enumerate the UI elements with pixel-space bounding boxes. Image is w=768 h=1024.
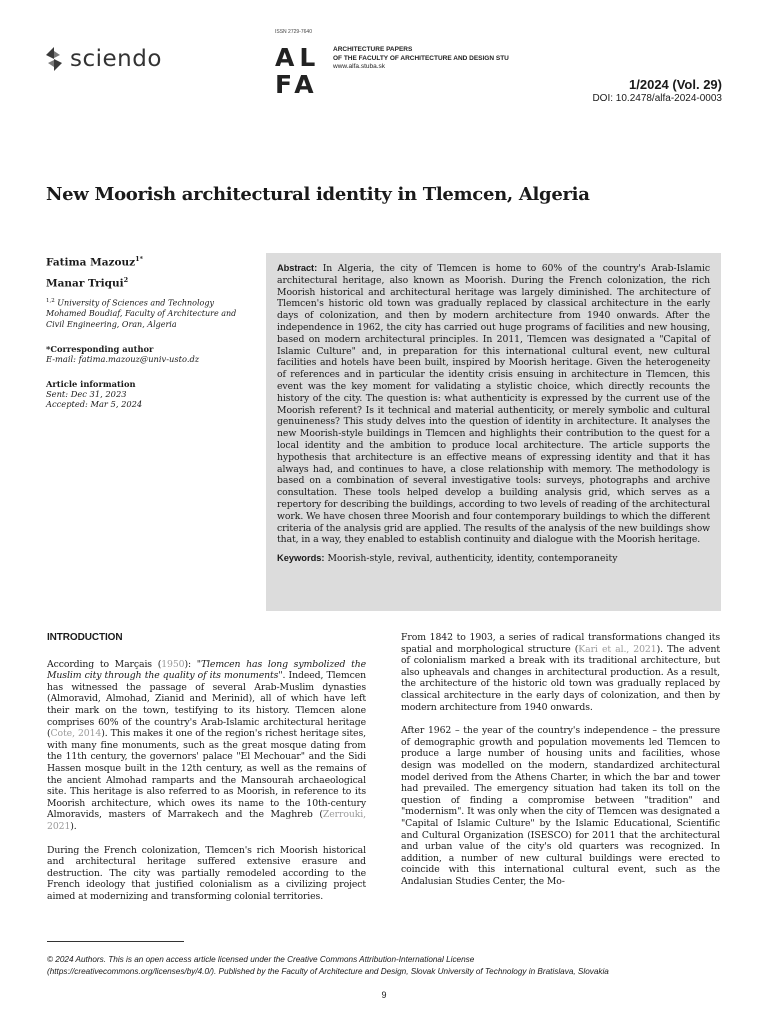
series-line2: OF THE FACULTY OF ARCHITECTURE AND DESIGN STU bbox=[333, 54, 509, 62]
journal-logo-line2: FA bbox=[275, 70, 319, 99]
sent-date: Sent: Dec 31, 2023 bbox=[46, 388, 127, 399]
issn-label: ISSN 2729-7640 bbox=[275, 29, 312, 35]
journal-logo bbox=[275, 44, 320, 98]
abstract: Abstract: In Algeria, the city of Tlemcen is home to 60% of the country's Arab-Islamic architectural heritage, also known as Moorish. During the French colonization, the rich Moorish historical and architectural heritage was largely diminished. The architecture of Tlemcen's historic old town was gradually replaced by classical architecture in the early days of colonization, and then by modern architecture from 1940 onwards. After the independence in 1962, the city has carried out huge programs of facilities and new housing, based on modern architectural principles. In 2011, Tlemcen was designated a "Capital of Islamic Culture" and, in preparation for this international cultural event, new cultural facilities and hotels have been built, inspired by Moorish heritage. Given the heterogeneity of references and in particular the identity crisis ensuing in architecture in Tlemcen, this event was the key moment for validating a stylistic choice, which directly recounts the history of the city. The question is: what authenticity is expressed by the current use of the Moorish referent? Is it technical and material authenticity, or merely symbolic and cultural genuineness? This study delves into the question of identity in architecture. It analyses the new Moorish-style buildings in Tlemcen and highlights their contribution to the quest for a local identity and the ambition to produce local architecture. The article supports the hypothesis that architecture is an effective means of expressing identity and that it has always had, and continues to have, a close relationship with memory. The methodology is based on a combination of several investigative tools: surveys, photographs and archive consultation. These tools helped develop a building analysis grid, which serves as a repertory for describing the buildings, according to two levels of reading of the architectural work. We have chosen three Moorish and four contemporary buildings to which the different criteria of the analysis grid are applied. The results of the analysis of the new buildings show that, in a way, they enabled to establish continuity and dialogue with the Moorish heritage. bbox=[277, 263, 710, 546]
paragraph: During the French colonization, Tlemcen's rich Moorish historical and architectural heritage suffered extensive erasure and destruction. The city was partially remodeled according to the French ideology that justified colonialism as a civilizing project aimed at modernizing and transforming colonial territories. bbox=[47, 844, 366, 902]
author-2: Manar Triqui$^2$ bbox=[46, 275, 129, 289]
citation-link[interactable]: 1950 bbox=[161, 658, 185, 670]
paragraph: According to Marçais (1950): "Tlemcen has long symbolized the Muslim city through the quality of its monuments". Indeed, Tlemcen has witnessed the passage of several Arab-Muslim dynasties (Almoravid, Almohad, Zianid and Merinid), all of which have left their mark on the town, testifying to its history. Tlemcen alone comprises 60% of the country's Arab-Islamic architectural heritage (Cote, 2014). This makes it one of the region's richest heritage sites, with many fine monuments, such as the great mosque dating from the 11th century, the governors' palace "El Mechouar" and the Sidi Hassen mosque built in the 12th century, as well as the remains of the ancient Almohad ramparts and the Mansourah archaeological site. This heritage is also referred to as Moorish, in reference to its Moorish architecture, which owes its name to the 10th-century Almoravids, masters of Marrakech and the Maghreb (Zerrouki, 2021). bbox=[47, 658, 366, 832]
license-line2[interactable]: (https://creativecommons.org/licenses/by/4.0/). Published by the Faculty of Architecture and Design, Slovak University of Technology in Bratislava, Slovakia bbox=[47, 967, 609, 976]
paragraph: From 1842 to 1903, a series of radical transformations changed its spatial and morphological structure (Kari et al., 2021). The advent of colonialism marked a break with its traditional architecture, but also upheavals and changes in architectural production. As a result, the architecture of the historic old town was gradually replaced by classical architecture in the early days of colonization, and then by modern architecture from 1940 onwards. bbox=[401, 632, 720, 713]
section-heading-introduction: INTRODUCTION bbox=[47, 632, 123, 643]
article-info-label: Article information bbox=[46, 378, 136, 389]
publisher-logo bbox=[44, 46, 162, 72]
author-block bbox=[46, 255, 246, 410]
series-url[interactable]: www.alfa.stuba.sk bbox=[333, 63, 386, 70]
publisher-name: sciendo bbox=[70, 46, 162, 72]
paragraph: After 1962 – the year of the country's independence – the pressure of demographic growth and population movements led Tlemcen to produce a large number of housing units and facilities, whose design was modelled on the modern, standardized architectural model derived from the Athens Charter, in which the bar and tower had prevailed. The emergency situation had taken its toll on the question of finding a compromise between "tradition" and "modernism". It was only when the city of Tlemcen was designated a "Capital of Islamic Culture" by the Islamic Educational, Scientific and Cultural Organization (ISESCO) for 2011 that the architectural and urban value of the city's old quarters was recognized. In addition, a number of new cultural buildings were erected to coincide with this international cultural event, such as the Andalusian Studies Center, the Mo- bbox=[401, 725, 720, 887]
article-title: New Moorish architectural identity in Tlemcen, Algeria bbox=[46, 184, 590, 205]
license-notice bbox=[47, 954, 727, 978]
affiliation: $^{1,2}$ University of Sciences and Technology Mohamed Boudiaf, Faculty of Architecture and Civil Engineering, Oran, Algeria bbox=[46, 298, 237, 329]
keywords: Keywords: Moorish-style, revival, authenticity, identity, contemporaneity bbox=[277, 553, 618, 565]
author-1: Fatima Mazouz$^{1*}$ bbox=[46, 255, 144, 269]
doi-link[interactable]: DOI: 10.2478/alfa-2024-0003 bbox=[592, 93, 722, 104]
footnote-divider bbox=[47, 941, 184, 942]
journal-series bbox=[333, 46, 509, 72]
issue-number: 1/2024 (Vol. 29) bbox=[629, 77, 722, 92]
citation-link[interactable]: Cote, 2014 bbox=[50, 728, 102, 740]
abstract-box bbox=[266, 253, 721, 611]
body-column-right bbox=[401, 632, 720, 899]
journal-logo-line1: AL bbox=[275, 43, 321, 72]
series-line1: ARCHITECTURE PAPERS bbox=[333, 46, 413, 53]
sciendo-logo-icon bbox=[44, 46, 64, 72]
page-number: 9 bbox=[381, 990, 387, 1000]
citation-link[interactable]: Kari et al., 2021 bbox=[578, 643, 657, 655]
body-column-left bbox=[47, 632, 366, 914]
corresponding-email[interactable]: E-mail: fatima.mazouz@univ-usto.dz bbox=[46, 354, 200, 365]
accepted-date: Accepted: Mar 5, 2024 bbox=[46, 399, 143, 410]
citation-link[interactable]: Zerrouki, 2021 bbox=[47, 809, 366, 832]
corresponding-author-label: *Corresponding author bbox=[46, 344, 154, 355]
license-line1: © 2024 Authors. This is an open access article licensed under the Creative Commons Attribution-International License bbox=[47, 955, 475, 964]
